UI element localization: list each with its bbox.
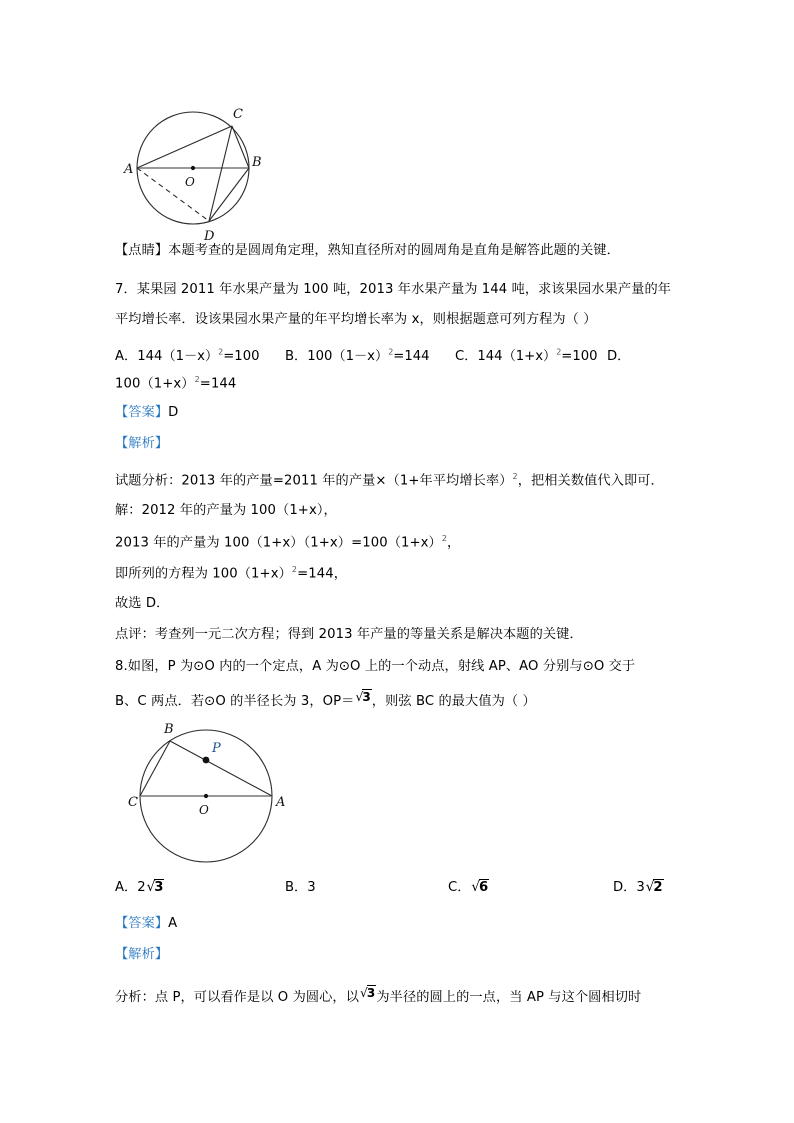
q7-option-a-sup: 2 bbox=[218, 347, 224, 357]
q8-analysis-line bbox=[115, 986, 685, 1005]
q8-option-c[interactable] bbox=[448, 876, 489, 895]
sqrt-3-analysis bbox=[359, 987, 376, 999]
q8-option-b-plain: 3 bbox=[307, 880, 316, 895]
q7-option-c-expr-post: =100 bbox=[561, 349, 598, 364]
q7-analysis-5-pre: 故选 D． bbox=[115, 596, 170, 611]
q8-option-c-key: C． bbox=[448, 880, 471, 895]
q8-stem-2-part2: ，则弦 BC 的最大值为（ ） bbox=[371, 694, 536, 709]
q7-stem-line-1: 7．某果园 2011 年水果产量为 100 吨，2013 年水果产量为 144 吨，求该果园水果产量的年 bbox=[115, 282, 672, 297]
q8-analysis-part2: 为半径的圆上的一点，当 AP 与这个圆相切时 bbox=[376, 990, 642, 1005]
radical-sign-analysis: √ bbox=[360, 986, 368, 1000]
q7-analysis-1-post: ，把相关数值代入即可． bbox=[517, 473, 664, 489]
dashed-chord-ad bbox=[137, 168, 209, 221]
radical-sign-d: √ bbox=[645, 880, 655, 895]
q7-option-b-key: B． bbox=[285, 349, 308, 364]
segment-ba bbox=[170, 741, 272, 796]
q7-option-b-expr-post: =144 bbox=[393, 349, 430, 364]
center-point-o-2 bbox=[204, 794, 208, 798]
q8-analysis-part1: 分析：点 P，可以看作是以 O 为圆心，以 bbox=[115, 990, 360, 1005]
chord-bc bbox=[140, 741, 170, 796]
sqrt-a bbox=[146, 880, 165, 895]
q7-option-c-expr: 144（1+x） bbox=[477, 349, 557, 364]
q7-option-d-key: D． bbox=[607, 349, 631, 364]
q7-option-b-expr: 100（1－x） bbox=[307, 349, 389, 364]
q7-option-a[interactable] bbox=[115, 345, 259, 364]
q7-option-d-expr: 100（1+x） bbox=[115, 376, 195, 392]
q8-answer-label: 【答案】 bbox=[115, 916, 169, 931]
q8-stem-line-2 bbox=[115, 690, 685, 709]
label-c-2: C bbox=[128, 795, 138, 810]
radical-sign-c: √ bbox=[471, 880, 480, 895]
figure-circle-inscribed-quadrilateral bbox=[123, 96, 283, 248]
radicand-a: 3 bbox=[154, 880, 164, 895]
q7-analysis-4-pre: 即所列的方程为 100（1+x） bbox=[115, 566, 292, 582]
q8-option-a[interactable] bbox=[115, 876, 164, 895]
q8-stem-2-part1: B、C 两点．若⊙O 的半径长为 3，OP＝ bbox=[115, 694, 355, 709]
q7-option-c[interactable] bbox=[455, 345, 598, 364]
q7-analysis-label: 【解析】 bbox=[115, 436, 169, 451]
q8-option-a-key: A． bbox=[115, 880, 138, 895]
q7-analysis-line-6 bbox=[115, 628, 685, 641]
label-a: A bbox=[124, 162, 134, 177]
q7-analysis-3-post: ， bbox=[447, 535, 461, 551]
q7-option-a-expr-post: =100 bbox=[223, 349, 260, 364]
center-point-o bbox=[191, 166, 195, 170]
label-a-2: A bbox=[276, 795, 286, 810]
chord-ac bbox=[137, 126, 232, 168]
chord-cb bbox=[232, 126, 249, 168]
q8-option-b-key: B． bbox=[285, 880, 308, 895]
figure-1-svg bbox=[123, 96, 283, 244]
label-d: D bbox=[204, 229, 215, 244]
q7-option-b-sup: 2 bbox=[388, 347, 394, 357]
q7-option-a-key: A． bbox=[115, 349, 138, 364]
radicand-d: 2 bbox=[653, 880, 663, 895]
radicand-analysis: 3 bbox=[366, 986, 376, 1000]
label-b-2: B bbox=[164, 722, 174, 737]
point-p-dot bbox=[203, 757, 210, 764]
dianjing-line bbox=[115, 244, 685, 257]
label-p: P bbox=[212, 741, 221, 756]
q8-option-a-coef: 2 bbox=[137, 880, 146, 895]
radical-sign: √ bbox=[355, 690, 364, 704]
q7-option-d-sup: 2 bbox=[194, 375, 200, 384]
dianjing-text: 本题考查的是圆周角定理，熟知直径所对的圆周角是直角是解答此题的关键． bbox=[168, 243, 620, 258]
q7-option-d-expr-post: =144 bbox=[199, 376, 237, 392]
q7-option-d-wrapped[interactable] bbox=[115, 376, 685, 391]
label-o: O bbox=[185, 175, 195, 189]
q7-answer-value: D bbox=[168, 405, 179, 420]
radical-sign-a: √ bbox=[146, 880, 156, 895]
q7-analysis-line-2 bbox=[115, 504, 685, 517]
q7-analysis-4-post: =144， bbox=[297, 566, 348, 582]
q8-stem-line-1: 8.如图，P 为⊙O 内的一个定点，A 为⊙O 上的一个动点，射线 AP、AO 分别与⊙O 交于 bbox=[115, 659, 636, 674]
dianjing-label: 【点睛】 bbox=[115, 243, 169, 258]
q8-analysis-label: 【解析】 bbox=[115, 947, 169, 962]
q7-analysis-line-3 bbox=[115, 535, 685, 550]
q7-option-b[interactable] bbox=[285, 345, 430, 364]
q7-analysis-6-pre: 点评：考查列一元二次方程；得到 2013 年产量的等量关系是解决本题的关键． bbox=[115, 627, 583, 642]
q7-answer-line bbox=[115, 406, 685, 419]
q7-analysis-1-pre: 试题分析：2013 年的产量=2011 年的产量×（1+年平均增长率） bbox=[115, 473, 513, 489]
q7-analysis-line-1 bbox=[115, 473, 685, 488]
q7-answer-label: 【答案】 bbox=[115, 405, 169, 420]
chord-cd bbox=[209, 126, 232, 221]
q7-analysis-line-5 bbox=[115, 597, 685, 610]
q7-analysis-line-4 bbox=[115, 566, 685, 581]
q8-option-d-coef: 3 bbox=[636, 880, 645, 895]
radicand: 3 bbox=[362, 690, 371, 704]
q7-analysis-4-sup: 2 bbox=[291, 565, 298, 574]
q7-option-c-key: C． bbox=[455, 349, 478, 364]
q7-option-c-sup: 2 bbox=[556, 347, 562, 357]
q7-analysis-2-pre: 解：2012 年的产量为 100（1+x）， bbox=[115, 503, 337, 518]
sqrt-d bbox=[645, 880, 664, 895]
q7-analysis-3-sup: 2 bbox=[441, 534, 448, 543]
q7-option-d-key-only[interactable] bbox=[607, 345, 630, 364]
sqrt-3-inline bbox=[354, 691, 371, 703]
radicand-c: 6 bbox=[478, 880, 489, 895]
figure-circle-with-point-p bbox=[128, 718, 328, 874]
q7-analysis-3-pre: 2013 年的产量为 100（1+x）（1+x）=100（1+x） bbox=[115, 535, 442, 551]
q7-stem-line-2: 平均增长率．设该果园水果产量的年平均增长率为 x，则根据题意可列方程为（ ） bbox=[115, 312, 597, 327]
q8-answer-line bbox=[115, 917, 685, 930]
q7-option-a-expr: 144（1－x） bbox=[137, 349, 219, 364]
label-b: B bbox=[252, 155, 262, 170]
q8-option-d[interactable] bbox=[613, 876, 664, 895]
q8-answer-value: A bbox=[168, 916, 178, 931]
q8-option-d-key: D． bbox=[613, 880, 637, 895]
q7-analysis-1-sup: 2 bbox=[512, 472, 518, 481]
label-o-2: O bbox=[199, 803, 209, 817]
figure-2-svg bbox=[128, 718, 328, 870]
sqrt-c bbox=[470, 880, 489, 895]
q8-option-b[interactable] bbox=[285, 876, 316, 895]
label-c: C bbox=[233, 107, 243, 122]
